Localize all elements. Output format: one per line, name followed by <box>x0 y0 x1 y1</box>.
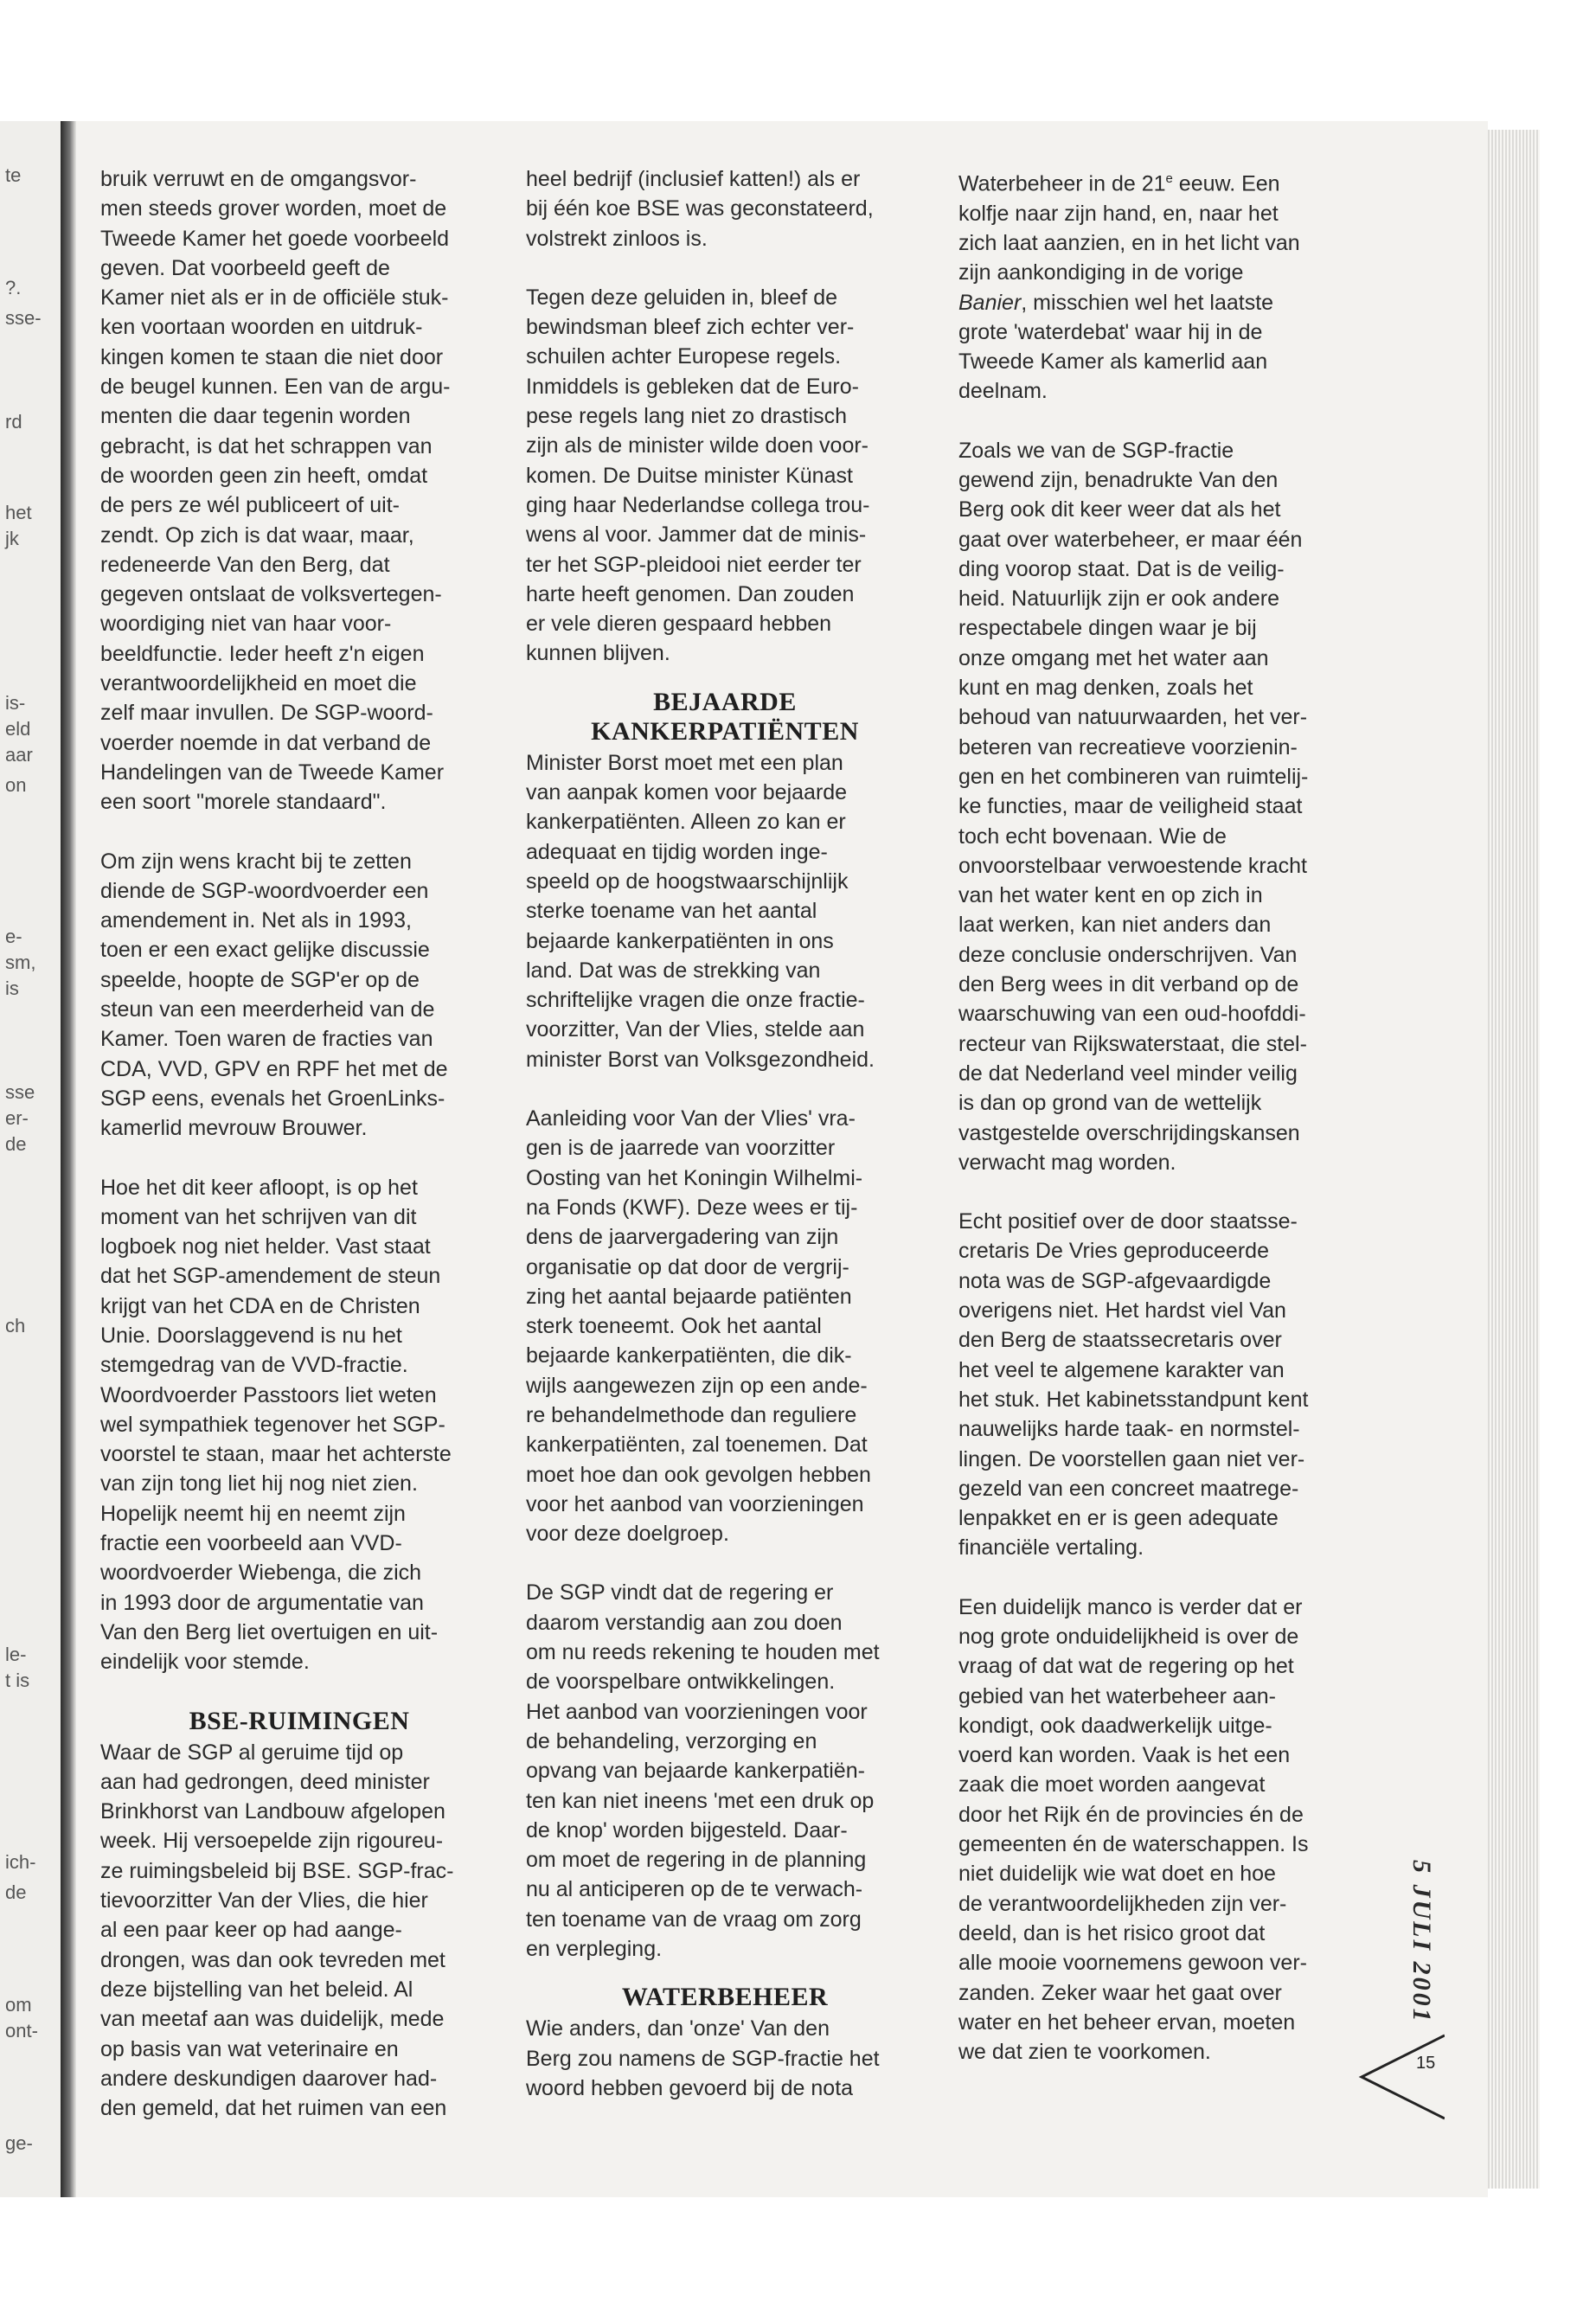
margin-fragment: om <box>5 1994 32 2016</box>
margin-fragment: ch <box>5 1315 26 1336</box>
margin-fragment: ?. <box>5 277 22 298</box>
issue-date: 5 JULI 2001 <box>1407 1860 1436 2024</box>
paragraph: bruik verruwt en de omgangsvor- men steeds grover worden, moet de Tweede Kamer het goede voorbeeld geven. Dat voorbeeld geeft de Kamer niet als er in de officiële stuk- ken voortaan woorden en uitdruk- kingen komen te staan die niet door de beugel kunnen. Een van de argu- menten die daar tegenin worden gebracht, is dat het schrappen van de woorden geen zin heeft, omdat de pers ze wél publiceert of uit- zendt. Op zich is dat waar, maar, redeneerde Van den Berg, dat gegeven ontslaat de volksvertegen- woordiging niet van haar voor- beeldfunctie. Ieder heeft z'n eigen verantwoordelijkheid en moet die zelf maar invullen. De SGP-woord- voerder noemde in dat verband de Handelingen van de Tweede Kamer een soort "morele standaard". <box>100 167 451 815</box>
article-column-2 <box>526 164 924 2132</box>
paragraph: De SGP vindt dat de regering er daarom verstandig aan zou doen om nu reeds rekening te houden met de voorspelbare ontwikkelingen. Het aanbod van voorzieningen voor de behandeling, verzorging en opvang van bejaarde kankerpatiën- ten kan niet ineens 'met een druk op de knop' worden bijgesteld. Daar- om moet de regering in de planning nu al anticiperen op de te verwach- ten toename van de vraag om zorg en verpleging. <box>526 1580 880 1962</box>
margin-fragment: rd <box>5 411 22 433</box>
margin-fragment: aar <box>5 744 33 766</box>
paragraph <box>958 164 1356 407</box>
margin-fragment: sse- <box>5 307 42 329</box>
paragraph: Tegen deze geluiden in, bleef de bewindsman bleef zich echter ver- schuilen achter Europese regels. Inmiddels is gebleken dat de Euro- pese regels lang niet zo drastisch zijn als de minister wilde doen voor- komen. De Duitse minister Künast ging haar Nederlandse collega trou- wens al voor. Jammer dat de minis- ter het SGP-pleidooi niet eerder ter harte heeft genomen. Dan zouden er vele dieren gespaard hebben kunnen blijven. <box>526 285 870 666</box>
margin-fragment: jk <box>5 528 19 549</box>
text-run: Waterbeheer in de 21 <box>958 171 1166 196</box>
superscript: e <box>1165 171 1173 186</box>
text-run: , misschien wel het laatste grote 'waterdebat' waar hij in de Tweede Kamer als kamerlid aan deelnam. <box>958 290 1274 404</box>
article-column-3 <box>958 164 1356 2096</box>
article-column-1 <box>100 164 498 2152</box>
margin-fragment: te <box>5 164 22 186</box>
margin-fragment: de <box>5 1133 27 1155</box>
margin-fragment: het <box>5 502 32 523</box>
paragraph: Aanleiding voor Van der Vlies' vra- gen is de jaarrede van voorzitter Oosting van het Koningin Wilhelmi- na Fonds (KWF). Deze wees er tij- dens de jaarvergadering van zijn organisatie op dat door de vergrij- zing het aantal bejaarde patiënten sterk toeneemt. Ook het aantal bejaarde kankerpatiënten, die dik- wijls aangewezen zijn op een ande- re behandelmethode dan reguliere kankerpatiënten, zal toenemen. Dat moet hoe dan ook gevolgen hebben voor het aanbod van voorzieningen voor deze doelgroep. <box>526 1106 871 1547</box>
paragraph: Een duidelijk manco is verder dat er nog grote onduidelijkheid is over de vraag of dat wat de regering op het gebied van het waterbeheer aan- kondigt, ook daadwerkelijk uitge- voerd kan worden. Vaak is het een zaak die moet worden aangevat door het Rijk én de provincies én de gemeenten én de waterschappen. Is niet duidelijk wie wat doet en hoe de verantwoordelijkheden zijn ver- deeld, dan is het risico groot dat alle mooie voornemens gewoon ver- zanden. Zeker waar het gaat over water en het beheer ervan, moeten we dat zien te voorkomen. <box>958 1594 1309 2065</box>
section-heading-kankerpatienten: BEJAARDE KANKERPATIËNTEN <box>591 687 859 746</box>
margin-fragment: on <box>5 774 27 796</box>
paragraph: Zoals we van de SGP-fractie gewend zijn, benadrukte Van den Berg ook dit keer weer dat als het gaat over waterbeheer, er maar één ding voorop staat. Dat is de veilig- heid. Natuurlijk zijn er ook andere respectabele dingen waar je bij onze omgang met het water aan kunt en mag denken, zoals het behoud van natuurwaarden, het ver- beteren van recreatieve voorzienin- gen en het combineren van ruimtelij- ke functies, maar de veiligheid staat toch echt bovenaan. Wie de onvoorstelbaar verwoestende kracht van het water kent en op zich in laat werken, kan niet anders dan deze conclusie onderschrijven. Van den Berg wees in dit verband op de waarschuwing van een oud-hoofddi- recteur van Rijkswaterstaat, die stel- de dat Nederland veel minder veilig is dan op grond van de wettelijk vastgestelde overschrijdingskansen verwacht mag worden. <box>958 438 1309 1175</box>
page-edges <box>1488 130 1540 2189</box>
previous-page-margin <box>0 121 61 2197</box>
margin-fragment: sse <box>5 1081 35 1103</box>
triangle-outline <box>1362 2035 1445 2118</box>
page-number: 15 <box>1416 2054 1436 2073</box>
margin-fragment: le- <box>5 1644 27 1665</box>
margin-fragment: er- <box>5 1107 29 1129</box>
margin-fragment: sm, <box>5 952 36 973</box>
margin-fragment: de <box>5 1881 27 1903</box>
paragraph: Waar de SGP al geruime tijd op aan had gedrongen, deed minister Brinkhorst van Landbouw afgelopen week. Hij versoepelde zijn rigoureu- ze ruimingsbeleid bij BSE. SGP-frac- tievoorzitter Van der Vlies, die hier al een paar keer op had aange- drongen, was dan ook tevreden met deze bijstelling van het beleid. Al van meetaf aan was duidelijk, mede op basis van wat veterinaire en andere deskundigen daarover had- den gemeld, dat het ruimen van een <box>100 1740 454 2121</box>
text-run: eeuw. Een kolfje naar zijn hand, en, naar het zich laat aanzien, en in het licht van zijn aankondiging in de vorige <box>958 171 1300 285</box>
paragraph: Wie anders, dan 'onze' Van den Berg zou namens de SGP-fractie het woord hebben gevoerd bij de nota <box>526 2016 880 2100</box>
margin-fragment: t is <box>5 1670 30 1691</box>
paragraph: heel bedrijf (inclusief katten!) als er bij één koe BSE was geconstateerd, volstrekt zinloos is. <box>526 167 874 251</box>
paragraph: Echt positief over de door staatsse- cretaris De Vries geproduceerde nota was de SGP-afgevaardigde overigens niet. Het hardst viel Van den Berg de staatssecretaris over het veel te algemene karakter van het stuk. Het kabinetsstandpunt kent nauwelijks harde taak- en normstel- lingen. De voorstellen gaan niet ver- gezeld van een concreet maatrege- lenpakket en er is geen adequate financiële vertaling. <box>958 1209 1309 1561</box>
paragraph: Hoe het dit keer afloopt, is op het moment van het schrijven van dit logboek nog niet helder. Vast staat dat het SGP-amendement de steun krijgt van het CDA en de Christen Unie. Doorslaggevend is nu het stemgedrag van de VVD-fractie. Woordvoerder Passtoors liet weten wel sympathiek tegenover het SGP- voorstel te staan, maar het achterste van zijn tong liet hij nog niet zien. Hopelijk neemt hij en neemt zijn fractie een voorbeeld aan VVD- woordvoerder Wiebenga, die zich in 1993 door de argumentatie van Van den Berg liet overtuigen en uit- eindelijk voor stemde. <box>100 1175 452 1675</box>
paragraph: Om zijn wens kracht bij te zetten diende de SGP-woordvoerder een amendement in. Net als in 1993, toen er een exact gelijke discussie speelde, hoopte de SGP'er op de steun van een meerderheid van de Kamer. Toen waren de fracties van CDA, VVD, GPV en RPF het met de SGP eens, evenals het GroenLinks- kamerlid mevrouw Brouwer. <box>100 849 448 1141</box>
margin-fragment: e- <box>5 926 22 947</box>
margin-fragment: ge- <box>5 2132 33 2154</box>
margin-fragment: is <box>5 977 19 999</box>
margin-fragment: is- <box>5 692 26 714</box>
page-number-triangle-icon <box>1358 2029 1445 2124</box>
margin-fragment: eld <box>5 718 31 740</box>
book-spine <box>61 121 76 2197</box>
italic-text-banier: Banier <box>958 290 1022 315</box>
margin-fragment: ont- <box>5 2020 38 2041</box>
margin-fragment: ich- <box>5 1851 36 1873</box>
section-heading-bse: BSE-RUIMINGEN <box>189 1706 410 1735</box>
paragraph: Minister Borst moet met een plan van aanpak komen voor bejaarde kankerpatiënten. Alleen zo kan er adequaat en tijdig worden inge- speeld op de hoogstwaarschijnlijk sterke toename van het aantal bejaarde kankerpatiënten in ons land. Dat was de strekking van schriftelijke vragen die onze fractie- voorzitter, Van der Vlies, stelde aan minister Borst van Volksgezondheid. <box>526 750 875 1072</box>
section-heading-waterbeheer: WATERBEHEER <box>621 1983 829 2012</box>
